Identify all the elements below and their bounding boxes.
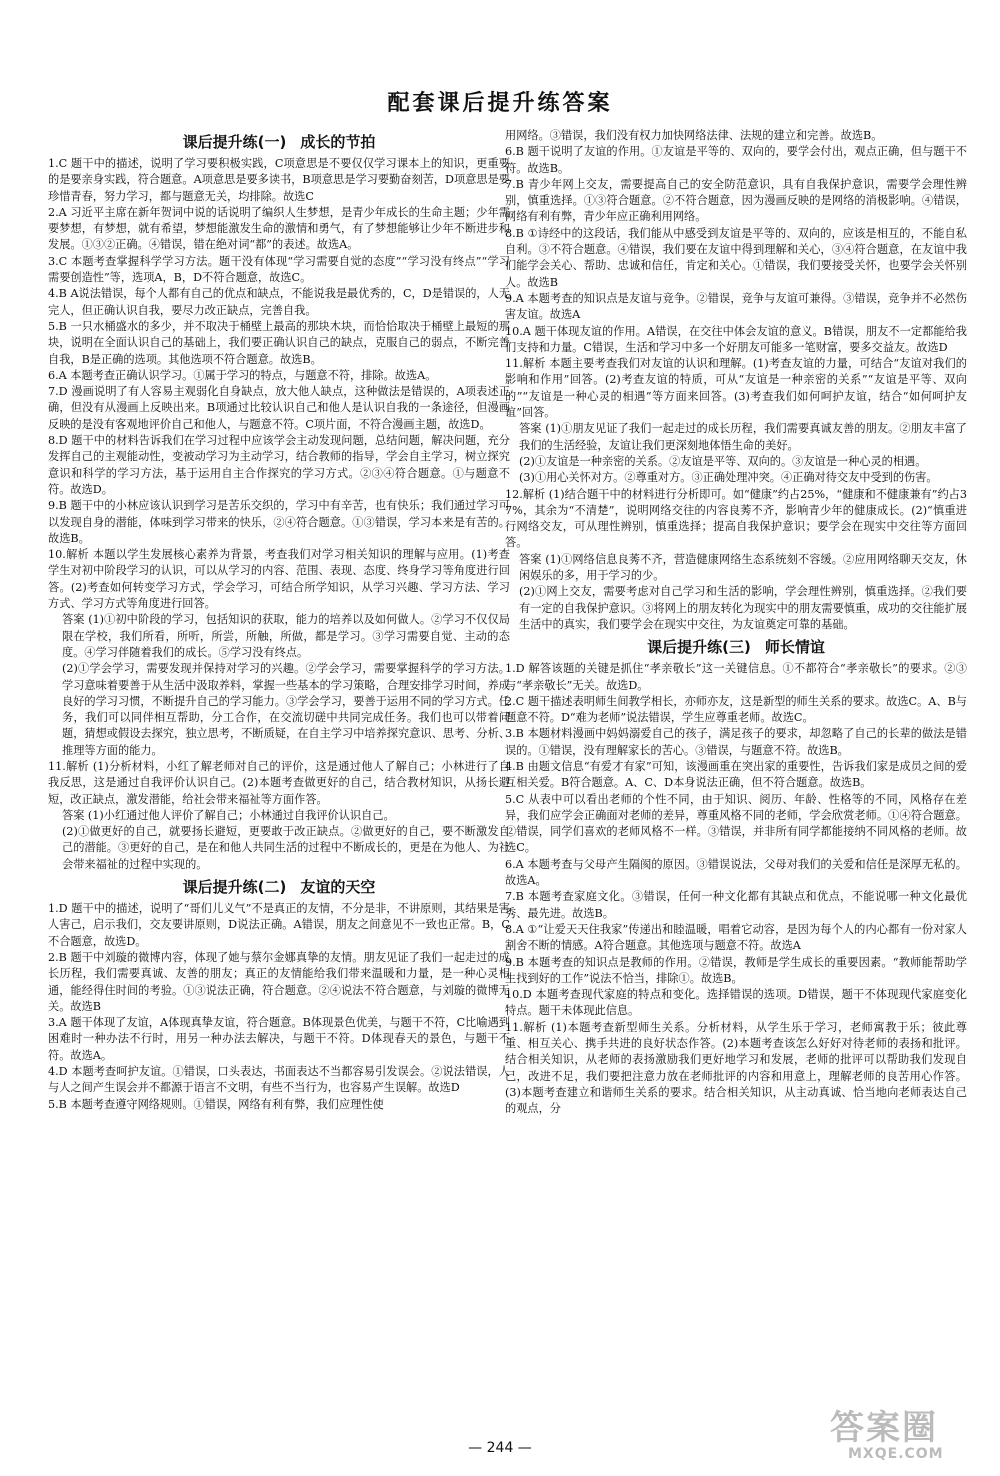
analysis-paragraph: 11.解析 本题主要考查我们对友谊的认识和理解。(1)考查友谊的力量，可结合“友谊对我们的影响和作用”回答。(2)考查友谊的特质，可从“友谊是一种亲密的关系”“友谊是平等、双向的”“友谊是一种心灵的相遇”等方面来回答。(3)考查我们如何呵护友谊，结合“如何呵护友谊”回答。 <box>505 357 967 420</box>
page-number: — 244 — <box>468 1440 532 1456</box>
answer-paragraph: 5.C 从表中可以看出老师的个性不同，由于知识、阅历、年龄、性格等的不同，风格存在差异，我们应学会正确面对老师的差异，尊重风格不同的老师，学会欣赏老师。①④符合题意。②错误，同学们喜欢的老师风格不一样。③错误，并非所有同学都能接纳不同风格的老师。故选C。 <box>505 792 967 855</box>
answer-block: (2)①做更好的自己，就要扬长避短，更要敢于改正缺点。②做更好的自己，要不断激发自己的潜能。③更好的自己，是在和他人共同生活的过程中不断成长的，更是在为他人、为社会带来福祉的过程中实现的。 <box>62 825 510 871</box>
answer-paragraph: 4.B 由题文信息“有爱才有家”可知，该漫画重在突出家的重要性，告诉我们家是成员之间的爱互相关爱。B符合题意。A、C、D本身说法正确，但不符合题意。故选B。 <box>505 759 967 790</box>
answer-block: (2)①友谊是一种亲密的关系。②友谊是平等、双向的。③友谊是一种心灵的相遇。 <box>519 454 927 468</box>
answer-block: (2)①学会学习，需要发现并保持对学习的兴趣。②学会学习，需要掌握科学的学习方法。学习意味着要善于从生活中汲取养料，掌握一些基本的学习策略，合理安排学习时间，养成良好的学习习惯，不断提升自己的学习能力。③学会学习，要善于运用不同的学习方式。任务，我们可以同伴相互帮助，分工合作，在交流切磋中共同完成任务。我们也可以带着问题，猜想或假设去探究，独立思考，不断质疑，在自主学习中培养探究意识、思考、分析、推理等方面的能力。 <box>62 662 510 757</box>
answer-block: 答案 (1)①网络信息良莠不齐，营造健康网络生态系统刻不容缓。②应用网络聊天交友，休闲娱乐的多，用于学习的少。 <box>519 552 967 583</box>
watermark-logo <box>830 1400 990 1470</box>
answer-paragraph: 7.D 漫画说明了有人容易主观弱化自身缺点，放大他人缺点，这种做法是错误的，A项表述正确，但没有从漫画上反映出来。B项通过比较认识自己和他人是认识自我的一条途径，但漫画反映的是没有客观地评价自己和他人，与题意不符。C项片面，不符合漫画主题，故选D。 <box>48 385 510 431</box>
answer-paragraph: 4.D 本题考查呵护友谊。①错误，口头表达，书面表达不当都容易引发误会。②说法错误，人与人之间产生误会并不都源于语言不文明，有些不当行为，也容易产生误解。故选D <box>48 1065 510 1095</box>
answer-paragraph: 7.B 青少年网上交友，需要提高自己的安全防范意识，具有自我保护意识，需要学会理性辨别，慎重选择。①③符合题意。②不符合题意，因为漫画反映的是网络的消极影响。④错误，网络有利有弊，青少年应正确利用网络。 <box>505 177 967 224</box>
analysis-paragraph: 11.解析 (1)分析材料，小红了解老师对自己的评价，这是通过他人了解自己；小林进行了自我反思，这是通过自我评价认识自己。(2)本题考查做更好的自己，结合教材知识，从扬长避短，改正缺点，激发潜能，给社会带来福祉等方面作答。 <box>48 759 510 806</box>
answer-paragraph: 2.C 题干描述表明师生间教学相长，亦师亦友，这是新型的师生关系的要求。故选C。A、B与题意不符。D“难为老师”说法错误，学生应尊重老师。故选C。 <box>505 694 967 725</box>
answer-paragraph: 1.C 题干中的描述，说明了学习要积极实践，C项意思是不要仅仅学习课本上的知识，更重要的是要亲身实践，符合题意。A项意思是要多读书，B项意思是学习要勤奋刻苦，D项意思是要珍惜青春，努力学习，都与题意无关，均排除。故选C <box>48 157 510 203</box>
answer-paragraph: 6.B 题干说明了友谊的作用。①友谊是平等的、双向的，要学会付出，观点正确，但与题干不符。故选B。 <box>505 145 967 175</box>
right-column <box>505 128 967 1118</box>
answer-paragraph: 用网络。③错误，我们没有权力加快网络法律、法规的建立和完善。故选B。 <box>505 129 883 142</box>
watermark-text: 答案圈 <box>830 1408 938 1448</box>
section-number: 课后提升练(一) <box>182 133 287 151</box>
answer-paragraph: 8.D 题干中的材料告诉我们在学习过程中应该学会主动发现问题，总结问题，解决问题，充分发挥自己的主观能动性，变被动学习为主动学习，结合教师的指导，学会自主学习，树立探究意识和科学的学习方法，基于运用自主合作探究的学习方式。②③④符合题意。①与题意不符。故选D。 <box>48 434 510 496</box>
answer-paragraph: 1.D 解答该题的关键是抓住“孝亲敬长”这一关键信息。①不都符合“孝亲敬长”的要求。②③与“孝亲敬长”无关。故选D。 <box>505 662 967 692</box>
answer-paragraph: 9.A 本题考查的知识点是友谊与竞争。②错误，竞争与友谊可兼得。③错误，竞争并不必然伤害友谊。故选A <box>505 291 967 322</box>
answer-paragraph: 9.B 本题考查的知识点是教师的作用。②错误，教师是学生成长的重要因素。“教师能帮助学生找到好的工作”说法不恰当，排除①。故选B。 <box>505 955 967 985</box>
answer-paragraph: 5.B 本题考查遵守网络规则。①错误，网络有利有弊，我们应理性使 <box>48 1097 384 1111</box>
section-heading-1 <box>48 130 510 154</box>
answer-paragraph: 10.D 本题考查现代家庭的特点和变化。选择错误的选项。D错误，题干不体现现代家庭变化特点。题干未体现此信息。 <box>505 988 967 1018</box>
answer-paragraph: 10.A 题干体现友谊的作用。A错误，在交往中体会友谊的意义。B错误，朋友不一定都能给我们支持和力量。C错误，生活和学习中多一个好朋友可能多一笔财富，要多交益友。故选D <box>505 324 967 354</box>
answer-paragraph: 7.B 本题考查家庭文化。③错误，任何一种文化都有其缺点和优点，不能说哪一种文化最优秀、最先进。故选B。 <box>505 890 967 920</box>
answer-paragraph: 2.B 题干中刘璇的微博内容，体现了她与蔡尔金娜真挚的友情。朋友见证了我们一起走过的成长历程，我们需要真诚、友善的朋友；真正的友情能给我们带来温暖和力量，是一种心灵相通，能经得住时间的考验。①③说法正确，符合题意。②④说法不符合题意，与刘璇的微博无关。故选B <box>48 950 510 1013</box>
section-number: 课后提升练(二) <box>182 878 287 897</box>
analysis-paragraph: 11.解析 (1)本题考查新型师生关系。分析材料，从学生乐于学习，老师寓教于乐；彼此尊重、相互关心、携手共进的良好状态作答。(2)本题考查该怎么好好对待老师的表扬和批评。结合相关知识，从老师的表扬激励我们更好地学习和发展，老师的批评可以帮助我们发现自己，改进不足，我们要把注意力放在老师批评的内容和用意上，理解老师的良苦用心作答。(3)本题考查建立和谐师生关系的要求。结合相关知识，从主动真诚、恰当地向老师表达自己的观点，分 <box>505 1020 967 1116</box>
left-column <box>48 128 510 1113</box>
answer-block: 答案 (1)①初中阶段的学习，包括知识的获取，能力的培养以及如何做人。②学习不仅仅局限在学校，我们所看，所听，所尝，所触，所做，都是学习。③学习需要自觉、主动的态度。④学习伴随着我们的成长。⑤学习没有终点。 <box>62 613 510 659</box>
section-topic: 师长情谊 <box>764 638 825 657</box>
analysis-paragraph: 12.解析 (1)结合题干中的材料进行分析即可。如“健康”约占25%，“健康和不健康兼有”约占37%，其余为“不清楚”，说明网络交往的内容良莠不齐，影响青少年的健康成长。(2)“慎重进行网络交友，可从理性辨别，慎重选择；提高自我保护意识；要学会在现实中交往等方面回答。 <box>505 487 967 550</box>
answer-paragraph: 8.A ①“让爱天天住我家”传递出和睦温暖，唱着它动容，是因为每个人的内心都有一份对家人割舍不断的情感。A符合题意。其他选项与题意不符。故选A <box>505 922 967 953</box>
answer-paragraph: 1.D 题干中的描述，说明了“哥们儿义气”不是真正的友情，不分是非，不讲原则，其结果是害人害己，启示我们，交友要讲原则，D说法正确。A错误，朋友之间意见不一致也正常。B，C不合题意，故选D。 <box>48 902 510 948</box>
page-number-value: 244 <box>486 1440 514 1456</box>
section-heading-3 <box>505 635 967 659</box>
analysis-paragraph: 10.解析 本题以学生发展核心素养为背景，考查我们对学习相关知识的理解与应用。(1)考查学生对初中阶段学习的认识，可以从学习的内容、范围、表现、态度、终身学习等角度进行回答。(2)考查如何转变学习方式，学会学习，可结合所学知识，从学习兴趣、学习方法、学习方式、学习方式等角度进行回答。 <box>48 548 510 611</box>
answer-paragraph: 3.A 题干体现了友谊，A体现真挚友谊，符合题意。B体现景色优美，与题干不符，C比喻遇到困难时一种办法不行时，用另一种办法去解决，与题干不符。D体现春天的景色，与题干不符。故选A。 <box>48 1016 510 1062</box>
answer-block: (3)①用心关怀对方。②尊重对方。③正确处理冲突。④正确对待交友中受到的伤害。 <box>519 471 938 485</box>
section-topic: 成长的节拍 <box>300 133 376 151</box>
answer-paragraph: 5.B 一只水桶盛水的多少，并不取决于桶壁上最高的那块木块，而恰恰取决于桶壁上最短的那块，说明在全面认识自己的基础上，我们要正确认识自己的缺点，克服自己的弱点，不断完善自我，B是正确的选项。其他选项不符合题意。故选B。 <box>48 319 510 366</box>
watermark-url: MXQE.COM <box>848 1446 944 1462</box>
answer-paragraph: 6.A 本题考查正确认识学习。①属于学习的特点，与题意不符，排除。故选A。 <box>48 368 437 382</box>
page-title: 配套课后提升练答案 <box>387 91 613 116</box>
answer-paragraph: 9.B 题干中的小林应该认识到学习是苦乐交织的，学习中有辛苦，也有快乐；我们通过学习可以发现自身的潜能，体味到学习带来的快乐，②④符合题意。①③错误，学习本来是有苦的。故选B。 <box>48 499 510 545</box>
answer-paragraph: 6.A 本题考查与父母产生隔阂的原因。③错误说法，父母对我们的关爱和信任是深厚无私的。故选A。 <box>505 857 967 888</box>
section-heading-2 <box>48 875 510 899</box>
answer-paragraph: 2.A 习近平主席在新年贺词中说的话说明了编织人生梦想，是青少年成长的生命主题；少年需要梦想，有梦想，就有希望，梦想能激发生命的激情和勇气，有了梦想能够让少年不断进步和发展。①③②正确。④错误，错在绝对词“都”的表述。故选A。 <box>48 205 510 252</box>
answer-block: 答案 (1)小红通过他人评价了解自己；小林通过自我评价认识自己。 <box>62 808 395 822</box>
answer-paragraph: 3.C 本题考查掌握科学学习方法。题干没有体现“学习需要自觉的态度”“学习没有终点”“学习需要创造性”等，选项A，B，D不符合题意，故选C。 <box>48 254 510 285</box>
answer-paragraph: 3.B 本题材料漫画中妈妈溺爱自己的孩子，满足孩子的要求，却忽略了自己的长辈的做法是错误的。①错误，没有理解家长的苦心。③错误，与题意不符。故选B。 <box>505 727 967 757</box>
answer-paragraph: 8.B ①诗经中的这段话，我们能从中感受到友谊是平等的、双向的，应该是相互的，不能自私自利。③不符合题意。④错误，我们要在友谊中得到理解和关心，③④符合题意，在友谊中我们能学会关心、帮助、忠诚和信任，肯定和关心。①错误，我们要接受关怀，也要学会关怀别人。故选B <box>505 226 967 289</box>
section-number: 课后提升练(三) <box>647 638 751 657</box>
section-topic: 友谊的天空 <box>300 878 376 897</box>
answer-block: 答案 (1)①朋友见证了我们一起走过的成长历程，我们需要真诚友善的朋友。②朋友丰富了我们的生活经验，友谊让我们更深刻地体悟生命的美好。 <box>519 422 967 452</box>
answer-paragraph: 4.B A说法错误，每个人都有自己的优点和缺点，不能说我是最优秀的，C，D是错误的，人无完人，但正确认识自我，要尽力改正缺点，完善自我。 <box>48 287 511 317</box>
answer-block: (2)①网上交友，需要考虑对自己学习和生活的影响，学会理性辨别，慎重选择。②我们要有一定的自我保护意识。③将网上的朋友转化为现实中的朋友需要慎重，成功的交往能扩展生活中的真实，我们要学会在现实中交往，为友谊奠定可靠的基础。 <box>519 585 967 631</box>
